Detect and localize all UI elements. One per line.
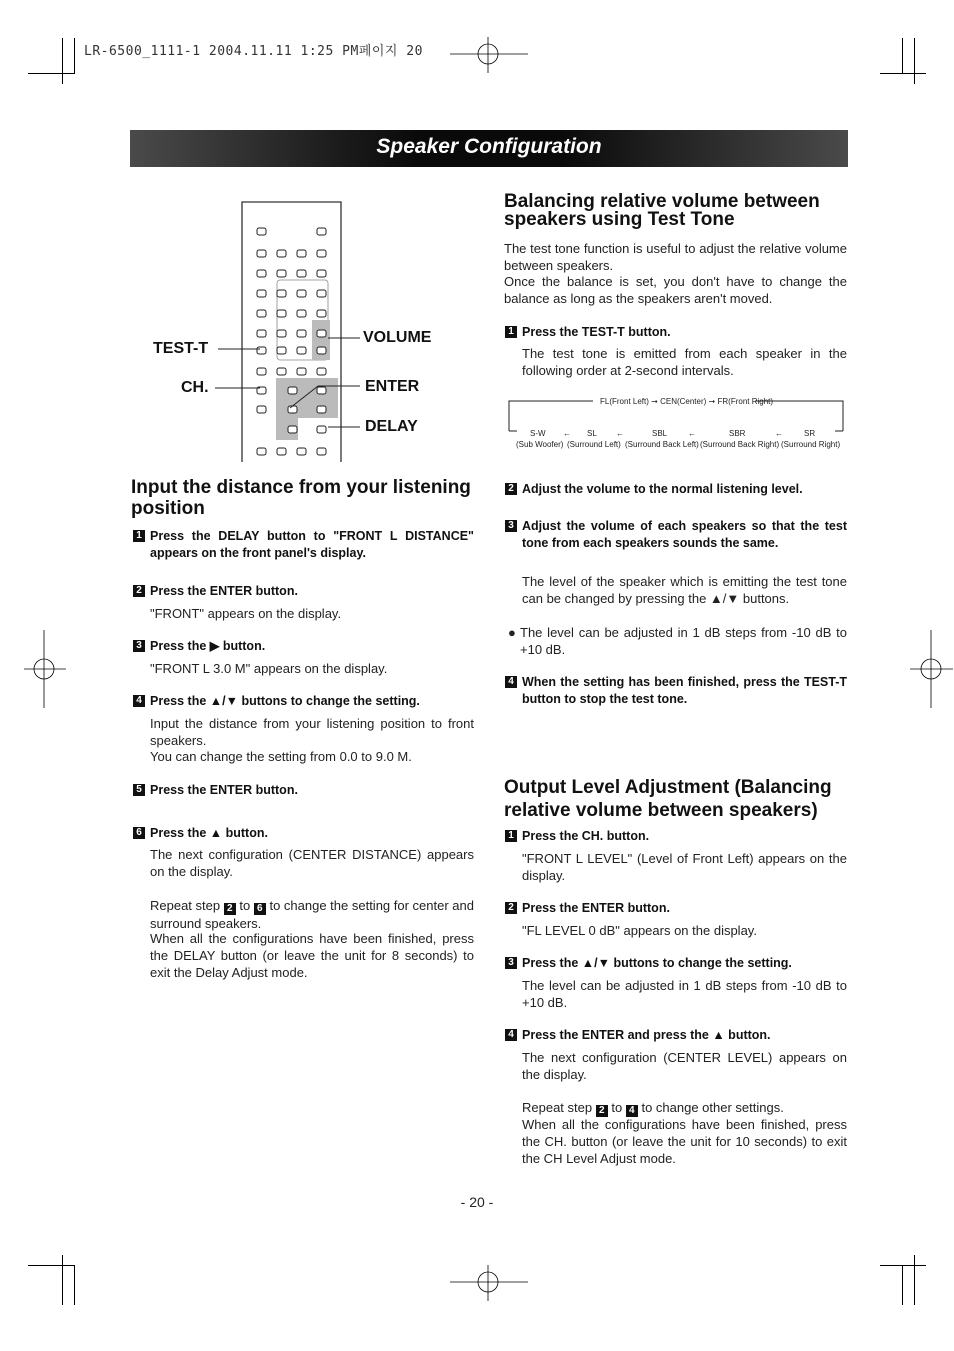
left-step-4-body: Input the distance from your listening position to front speakers. bbox=[150, 716, 474, 748]
remote-button bbox=[317, 250, 326, 257]
bullet-icon: ● bbox=[508, 625, 516, 640]
right2-step-3: 3 Press the ▲/▼ buttons to change the setting. bbox=[522, 955, 847, 972]
remote-button bbox=[257, 448, 266, 455]
remote-button bbox=[257, 228, 266, 235]
right2-step-4-body: The next configuration (CENTER LEVEL) appears on the display. bbox=[522, 1050, 847, 1082]
left-step-3: 3 Press the ▶ button. bbox=[150, 638, 474, 655]
remote-button bbox=[277, 448, 286, 455]
registration-mark-top bbox=[450, 35, 530, 75]
seq-code-sbr: SBR bbox=[729, 429, 746, 438]
right-bullet: ● The level can be adjusted in 1 dB steps from -10 dB to +10 dB. bbox=[508, 625, 847, 657]
left-step-6-body: The next configuration (CENTER DISTANCE) appears on the display. bbox=[150, 847, 474, 879]
arrow-right-icon: ➞ bbox=[708, 397, 716, 406]
delay-label: DELAY bbox=[365, 418, 418, 435]
left-step-2: 2 Press the ENTER button. bbox=[150, 583, 474, 600]
right2-step-1-body: "FRONT L LEVEL" (Level of Front Left) appears on the display. bbox=[522, 851, 847, 883]
remote-button bbox=[317, 290, 326, 297]
seq-name-sbl: (Surround Back Left) bbox=[625, 440, 699, 449]
right-intro-2: Once the balance is set, you don't have to change the balance as long as the speakers aren't moved. bbox=[504, 274, 847, 306]
arrow-left-icon: ← bbox=[616, 429, 624, 438]
right2-step-4: 4 Press the ENTER and press the ▲ button. bbox=[522, 1027, 847, 1044]
seq-code-sbl: SBL bbox=[652, 429, 668, 438]
remote-button bbox=[297, 250, 306, 257]
right-repeat: Repeat step 2 to 4 to change other settings. bbox=[522, 1100, 784, 1116]
right-step-3: 3 Adjust the volume of each speakers so that the test tone from each speakers sounds the same. bbox=[522, 518, 847, 552]
right-step-2: 2 Adjust the volume to the normal listening level. bbox=[522, 481, 847, 498]
remote-button bbox=[317, 270, 326, 277]
seq-name-sw: (Sub Woofer) bbox=[516, 440, 564, 449]
right2-step-2: 2 Press the ENTER button. bbox=[522, 900, 847, 917]
right2-step-3-body: The level can be adjusted in 1 dB steps from -10 dB to +10 dB. bbox=[522, 978, 847, 1010]
left-finish: When all the configurations have been finished, press the DELAY button (or leave the unit for 8 seconds) to exit the Delay Adjust mode. bbox=[150, 931, 474, 980]
registration-mark-bottom bbox=[450, 1263, 530, 1303]
left-heading: Input the distance from your listening position bbox=[131, 477, 471, 519]
registration-mark-left bbox=[24, 630, 68, 710]
test-t-label: TEST-T bbox=[153, 340, 209, 357]
left-repeat: Repeat step 2 to 6 to change the setting for center and surround speakers. bbox=[150, 898, 474, 931]
right-intro-1: The test tone function is useful to adjust the relative volume between speakers. bbox=[504, 241, 847, 273]
right-heading-1: Balancing relative volume between speakers using Test Tone bbox=[504, 191, 820, 230]
remote-button bbox=[297, 290, 306, 297]
left-step-1: 1 Press the DELAY button to "FRONT L DISTANCE" appears on the front panel's display. bbox=[150, 528, 474, 562]
right2-step-2-body: "FL LEVEL 0 dB" appears on the display. bbox=[522, 923, 757, 938]
page-title: Speaker Configuration bbox=[376, 135, 602, 158]
remote-button bbox=[297, 270, 306, 277]
ch-label: CH. bbox=[181, 379, 209, 396]
remote-button bbox=[257, 250, 266, 257]
right-step-1: 1 Press the TEST-T button. bbox=[522, 324, 847, 341]
left-step-3-body: "FRONT L 3.0 M" appears on the display. bbox=[150, 661, 388, 676]
seq-code-sl: SL bbox=[587, 429, 597, 438]
arrow-left-icon: ← bbox=[688, 429, 696, 438]
remote-button bbox=[297, 448, 306, 455]
left-step-4-body2: You can change the setting from 0.0 to 9.0 M. bbox=[150, 749, 412, 764]
right-step-3-body: The level of the speaker which is emitting the test tone can be changed by pressing the ▲/▼ buttons. bbox=[522, 574, 847, 606]
left-step-6: 6 Press the ▲ button. bbox=[150, 825, 474, 842]
sequence-top: FL(Front Left) ➞ CEN(Center) ➞ FR(Front Right) bbox=[600, 397, 774, 406]
remote-button bbox=[257, 270, 266, 277]
arrow-right-icon: ➞ bbox=[651, 397, 658, 406]
volume-label: VOLUME bbox=[363, 329, 432, 346]
arrow-left-icon: ← bbox=[775, 429, 783, 438]
remote-button bbox=[277, 250, 286, 257]
remote-button bbox=[277, 310, 286, 317]
left-step-4: 4 Press the ▲/▼ buttons to change the setting. bbox=[150, 693, 474, 710]
left-step-2-body: "FRONT" appears on the display. bbox=[150, 606, 342, 621]
remote-button bbox=[317, 310, 326, 317]
right-finish: When all the configurations have been finished, press the CH. button (or leave the unit for 10 seconds) to exit the CH Level Adjust mode. bbox=[522, 1117, 847, 1166]
remote-button bbox=[317, 448, 326, 455]
remote-button bbox=[257, 310, 266, 317]
left-step-5: 5 Press the ENTER button. bbox=[150, 782, 474, 799]
right2-step-1: 1 Press the CH. button. bbox=[522, 828, 847, 845]
right-heading-2: Output Level Adjustment (Balancing relative volume between speakers) bbox=[504, 777, 832, 821]
section-banner bbox=[130, 130, 848, 167]
print-stamp: LR-6500_1111-1 2004.11.11 1:25 PM페이지 20 bbox=[84, 44, 423, 59]
page-number: - 20 - bbox=[460, 1194, 494, 1210]
remote-button bbox=[257, 290, 266, 297]
seq-name-sr: (Surround Right) bbox=[781, 440, 841, 449]
remote-button bbox=[297, 310, 306, 317]
seq-name-sl: (Surround Left) bbox=[567, 440, 621, 449]
seq-name-sbr: (Surround Back Right) bbox=[700, 440, 780, 449]
remote-button bbox=[317, 228, 326, 235]
right-step-4: 4 When the setting has been finished, press the TEST-T button to stop the test tone. bbox=[522, 674, 847, 708]
right-step-1-body: The test tone is emitted from each speaker in the following order at 2-second intervals. bbox=[522, 346, 847, 378]
seq-code-sw: S-W bbox=[530, 429, 546, 438]
remote-button bbox=[277, 290, 286, 297]
remote-leader-lines bbox=[210, 330, 370, 440]
remote-button bbox=[277, 270, 286, 277]
registration-mark-right bbox=[910, 630, 954, 710]
enter-label: ENTER bbox=[365, 378, 420, 395]
arrow-left-icon: ← bbox=[563, 429, 571, 438]
seq-code-sr: SR bbox=[804, 429, 816, 438]
